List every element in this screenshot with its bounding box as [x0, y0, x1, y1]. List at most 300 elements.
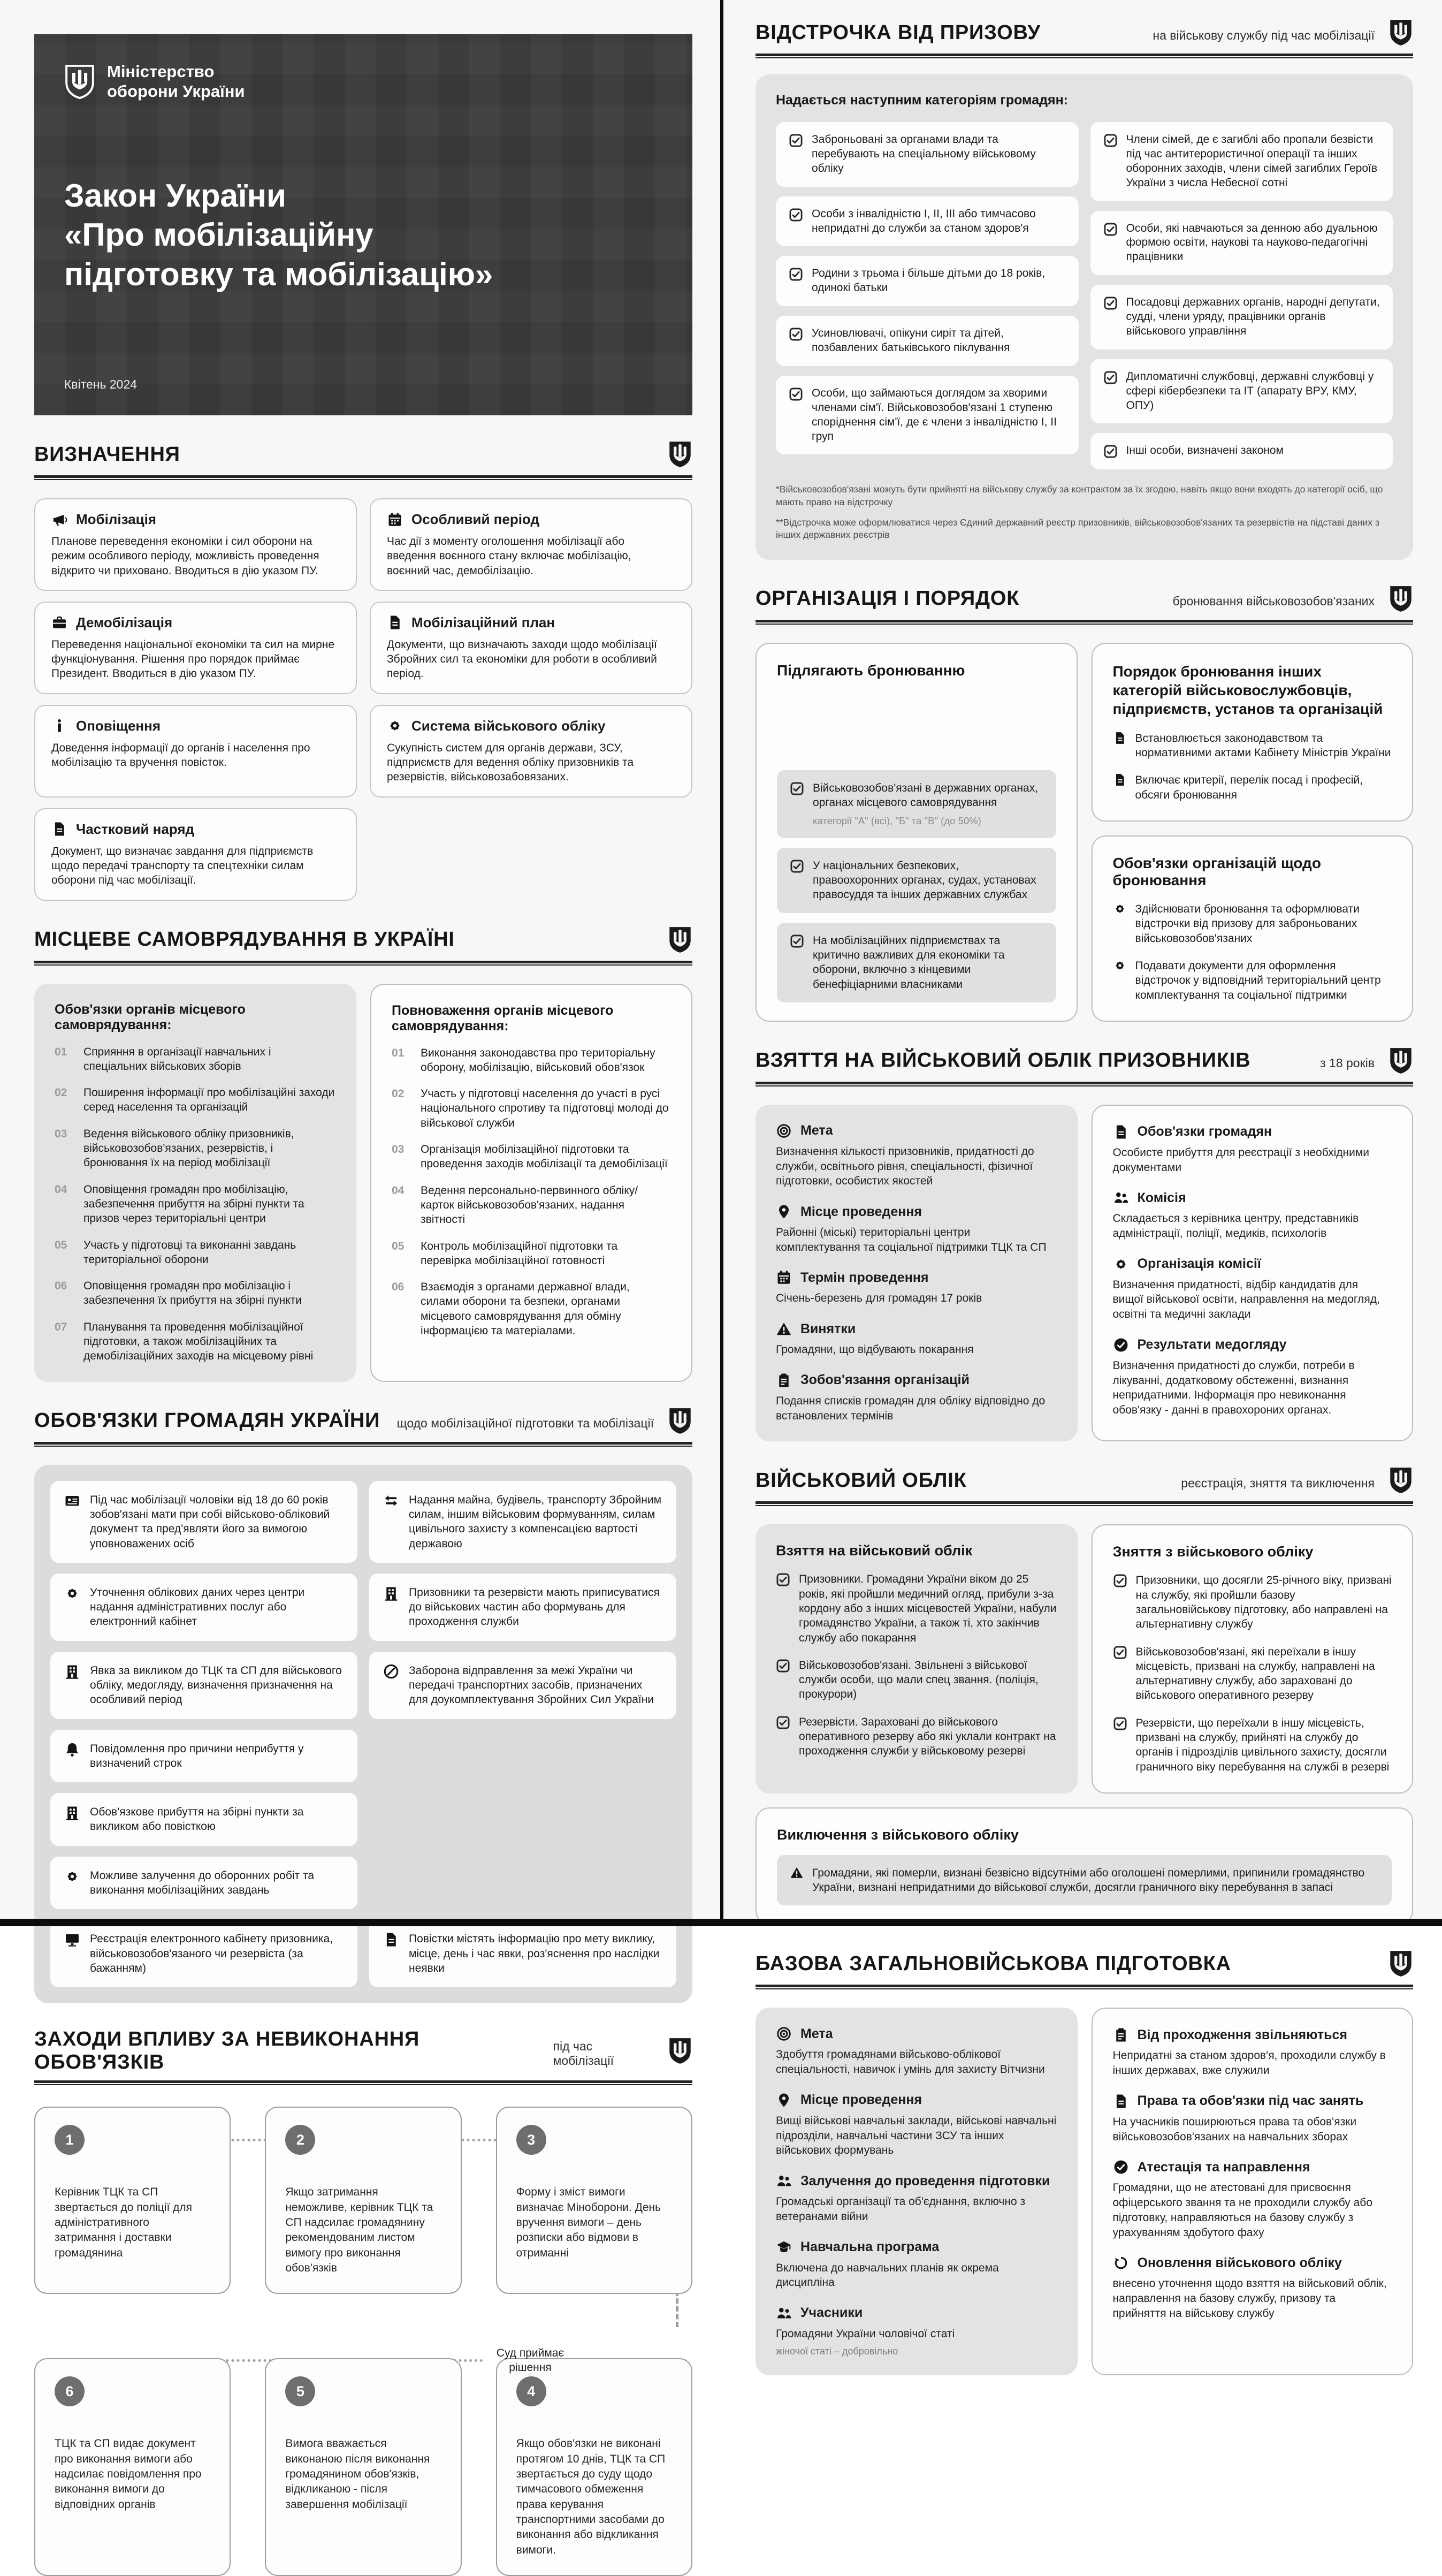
- item-number: 06: [392, 1281, 405, 1294]
- enforcement-flow: [34, 2107, 692, 2576]
- section-header: [756, 1949, 1413, 1978]
- deferment-card: [776, 256, 1079, 306]
- document-icon: [1113, 731, 1127, 745]
- definition-title: Частковий наряд: [76, 820, 195, 837]
- item-number: 04: [392, 1184, 405, 1197]
- feature: [776, 2305, 1057, 2357]
- law-title-line3: підготовку та мобілізацію»: [64, 256, 493, 292]
- checkbox-icon: [789, 387, 803, 401]
- feature-heading: Мета: [800, 2026, 833, 2041]
- feature-heading: Термін проведення: [800, 1270, 929, 1285]
- item-text: Оповіщення громадян про мобілізацію і забезпечення їх прибуття на збірні пункти: [83, 1280, 302, 1307]
- section-rule: [34, 2080, 692, 2085]
- gear-icon: [1113, 902, 1127, 916]
- step-number: 4: [516, 2376, 546, 2406]
- checkbox-icon: [1113, 1645, 1127, 1660]
- section-title: МІСЦЕВЕ САМОВРЯДУВАННЯ В УКРАЇНІ: [34, 928, 455, 951]
- deferment-text: Члени сімей, де є загиблі або пропали безвісти під час антитерористичної операції та інших оборонних заходів, члени сімей загиблих Героїв України з числа Небесної сотні: [1126, 133, 1378, 189]
- panel-heading: Обов'язки органів місцевого самоврядування:: [55, 1001, 246, 1032]
- megaphone-icon: [51, 512, 67, 528]
- item-number: 03: [392, 1143, 405, 1156]
- trident-shield-icon: [64, 64, 95, 100]
- section-title: ЗАХОДИ ВПЛИВУ ЗА НЕВИКОНАННЯ ОБОВ'ЯЗКІВ: [34, 2028, 420, 2074]
- duty-card: [369, 1652, 676, 1719]
- feature: [776, 1270, 1057, 1306]
- refresh-icon: [1113, 2255, 1129, 2271]
- feature-heading: Права та обов'язки під час занять: [1137, 2093, 1364, 2109]
- footnote: **Відстрочка може оформлюватися через Єдиний державний реєстр призовників, військовозобов'язаних та резервістів на підставі даних з інших державних реєстрів: [776, 516, 1379, 541]
- checkbox-icon: [1103, 222, 1118, 237]
- panel-heading: Взяття на військовий облік: [776, 1542, 973, 1559]
- deferment-card: [1090, 433, 1393, 469]
- org-duty-item: [1113, 902, 1392, 946]
- item-number: 05: [392, 1240, 405, 1252]
- section-header: [756, 18, 1413, 47]
- removal-panel: [1092, 1524, 1414, 1794]
- definition-text: Доведення інформації до органів і населення про мобілізацію та вручення повісток.: [51, 741, 310, 769]
- building-icon: [383, 1585, 399, 1601]
- item-text: Участь у підготовці населення до участі в русі національного спротиву та підготовці молоді до військової служби: [421, 1088, 669, 1129]
- step-text: Керівник ТЦК та СП звертається до поліції для адміністративного затримання і доставки громадянина: [55, 2186, 193, 2259]
- checkbox-icon: [776, 1572, 790, 1587]
- deferment-text: Родини з трьома і більше дітьми до 18 років, одинокі батьки: [812, 267, 1046, 294]
- deferment-card: [776, 316, 1079, 366]
- duties-panel: [34, 984, 356, 1382]
- item-text: Ведення персонально-первинного обліку/карток військовозобов'язаних, надання звітності: [421, 1184, 638, 1226]
- reservation-card: [777, 770, 1056, 838]
- conscript-left-panel: [756, 1105, 1078, 1441]
- section-subtitle: під час мобілізації: [553, 2039, 614, 2068]
- removal-text: Призовники, що досягли 25-річного віку, призвані на службу, які пройшли базову загальновійськову підготовку, або направлені на альтернативну службу: [1135, 1574, 1392, 1631]
- panel-heading: Виключення з військового обліку: [777, 1826, 1019, 1843]
- item-number: 05: [55, 1238, 67, 1251]
- step-card-1: [34, 2107, 231, 2294]
- feature-heading: Обов'язки громадян: [1137, 1124, 1272, 1139]
- step-text: ТЦК та СП видає документ про виконання вимоги або надсилає повідомлення про виконання вимоги до відповідних органів: [55, 2437, 202, 2511]
- step-number: 6: [55, 2376, 85, 2406]
- building-icon: [64, 1805, 80, 1821]
- item-text: Взаємодія з органами державної влади, силами оборони та безпеки, органами місцевого самоврядування для обміну інформацією та матеріалами.: [421, 1281, 630, 1338]
- feature-text: Визначення придатності до служби, потреби в лікуванні, додатковому обстеженні, визнання непридатними. Інформація про невиконання обов'язку - данні в правохороних органах.: [1112, 1359, 1355, 1417]
- trident-icon: [1388, 584, 1413, 613]
- exchange-icon: [383, 1493, 399, 1509]
- org-duty-text: Подавати документи для оформлення відстрочок у відповідний територіальний центр комплектування та соціальної підтримки: [1135, 959, 1381, 1001]
- item-number: 01: [55, 1045, 67, 1058]
- duty-text: Повістки містять інформацію про мету виклику, місце, день і час явки, роз'яснення про наслідки неявки: [409, 1933, 660, 1974]
- feature-text: Громадяни, що відбувають покарання: [776, 1343, 974, 1356]
- checkbox-icon: [790, 781, 804, 796]
- list-item: [392, 1280, 671, 1338]
- order-item: [1113, 773, 1392, 802]
- list-item: [392, 1142, 671, 1172]
- step-text: Форму і зміст вимоги визначає Міноборони. День вручення вимоги – день розписки або відмови в отриманні: [516, 2186, 661, 2259]
- panel-heading: Обов'язки організацій щодо бронювання: [1112, 855, 1321, 889]
- panel-heading: Надається наступним категоріям громадян:: [776, 93, 1069, 108]
- duty-card: [50, 1793, 357, 1846]
- intake-panel: [756, 1524, 1078, 1794]
- section-title: БАЗОВА ЗАГАЛЬНОВІЙСЬКОВА ПІДГОТОВКА: [756, 1952, 1231, 1975]
- right-column: [723, 0, 1442, 2357]
- court-decision-label: Суд приймає рішення: [496, 2347, 564, 2374]
- section-header: [756, 1466, 1413, 1495]
- section-title: ВІЙСЬКОВИЙ ОБЛІК: [756, 1469, 967, 1492]
- removal-item: [1113, 1573, 1392, 1631]
- panel-heading: Зняття з військового обліку: [1112, 1544, 1314, 1560]
- section-reservation: [756, 584, 1413, 1022]
- exclusion-panel: [756, 1807, 1413, 1925]
- step-text: Якщо обов'язки не виконані протягом 10 днів, ТЦК та СП звертається до суду щодо тимчасового обмеження права керування транспортними засобами до виконання або відкликання вимоги.: [516, 2437, 666, 2556]
- duty-card: [50, 1652, 357, 1719]
- duties-left-column: [50, 1481, 357, 1988]
- document-icon: [1113, 773, 1127, 787]
- exclusion-card: [777, 1855, 1392, 1906]
- deferment-card: [1090, 285, 1393, 349]
- deferment-text: Особи з інвалідністю I, II, III або тимчасово непридатні до служби за станом здоров'я: [812, 207, 1036, 234]
- feature: [776, 2239, 1057, 2290]
- checkbox-icon: [789, 208, 803, 222]
- document-icon: [1113, 2093, 1129, 2109]
- item-number: 06: [55, 1280, 67, 1293]
- section-subtitle: на військову службу під час мобілізації: [1153, 28, 1375, 42]
- checkbox-icon: [776, 1659, 790, 1673]
- gear-icon: [1113, 959, 1127, 972]
- training-left-panel: [756, 2008, 1078, 2375]
- feature-heading: Результати медогляду: [1137, 1337, 1287, 1352]
- checkbox-icon: [789, 327, 803, 341]
- feature-heading: Організація комісії: [1137, 1256, 1261, 1272]
- feature: [1113, 2093, 1392, 2144]
- org-duty-text: Здійснювати бронювання та оформлювати відстрочки від призову для заброньованих військовозобов'язаних: [1135, 903, 1360, 945]
- warning-icon: [776, 1321, 792, 1337]
- duty-card: [369, 1920, 676, 1987]
- list-item: [392, 1086, 671, 1130]
- reservation-note: категорії "А" (всі), "Б" та "В" (до 50%): [813, 815, 981, 826]
- duty-text: Заборона відправлення за межі України чи передачі транспортних засобів, призначених для доукомплектування Збройних Сил України: [409, 1664, 654, 1706]
- training-right-panel: [1092, 2008, 1414, 2375]
- feature: [1113, 1337, 1392, 1418]
- list-item: [55, 1320, 336, 1364]
- section-header: [34, 1407, 692, 1435]
- feature-text: Особисте прибуття для реєстрації з необхідними документами: [1112, 1146, 1369, 1174]
- item-text: Участь у підготовці та виконанні завдань територіальної оборони: [83, 1238, 296, 1266]
- section-definitions: [34, 440, 692, 901]
- graduation-cap-icon: [776, 2239, 792, 2255]
- section-local-government: [34, 925, 692, 1382]
- definition-card: [34, 602, 357, 694]
- item-number: 04: [55, 1183, 67, 1196]
- document-icon: [383, 1932, 399, 1948]
- definition-text: Час дії з моменту оголошення мобілізації або введення воєнного стану включає мобілізацію, воєнний час, демобілізацію.: [387, 535, 631, 577]
- duty-text: Реєстрація електронного кабінету призовника, військовозобов'язаного чи резервіста (за бажанням): [90, 1933, 333, 1974]
- reservation-text: У національних безпекових, правоохоронних органах, судах, установах правосуддя та інших державних службах: [813, 859, 1036, 901]
- section-basic-training: [756, 1949, 1413, 2375]
- deferment-text: Дипломатичні службовці, державні службовці у сфері кібербезпеки та ІТ (апарату ВРУ, КМУ, ОПУ): [1126, 370, 1374, 412]
- checkbox-icon: [790, 934, 804, 948]
- deferment-right-column: [1090, 122, 1393, 469]
- feature-text: Визначення придатності, відбір кандидатів для вищої військової освіти, направлення на медогляд, освітні та медичні заклади: [1112, 1278, 1380, 1321]
- definition-text: Переведення національної економіки та сил на мирне функціонування. Рішення про порядок приймає Президент. Вводиться в дію указом ПУ.: [51, 638, 335, 680]
- ministry-name-line1: Міністерство: [107, 62, 215, 81]
- document-icon: [51, 821, 67, 837]
- reservation-text-main: Військовозобов'язані в державних органах, органах місцевого самоврядування: [813, 782, 1039, 809]
- deferment-text: Усиновлювачі, опікуни сиріт та дітей, позбавлених батьківського піклування: [812, 327, 1010, 354]
- intake-item: [776, 1715, 1057, 1759]
- section-deferment: [756, 18, 1413, 560]
- checkbox-icon: [1113, 1574, 1127, 1588]
- step-text: Якщо затримання неможливе, керівник ТЦК та СП надсилає громадянину рекомендованим листом вимогу про виконання обов'язків: [285, 2186, 433, 2274]
- deferment-card: [1090, 122, 1393, 201]
- reservation-text: На мобілізаційних підприємствах та критично важливих для економіки та оборони, включно з кінцевими бенефіціарними власниками: [813, 934, 1005, 991]
- feature-text: На учасників поширюються права та обов'язки військовозобов'язаних на навчальних зборах: [1112, 2115, 1357, 2143]
- definition-title: Мобілізаційний план: [411, 614, 555, 630]
- feature: [776, 1204, 1057, 1255]
- list-item: [392, 1046, 671, 1075]
- feature: [1113, 2159, 1392, 2240]
- deferment-text: Інші особи, визначені законом: [1126, 444, 1284, 457]
- deferment-text: Особи, які навчаються за денною або дуальною формою освіти, наукові та науково-педагогічні працівники: [1126, 222, 1378, 263]
- section-rule: [756, 1082, 1413, 1086]
- section-rule: [756, 1985, 1413, 1989]
- duty-text: Надання майна, будівель, транспорту Збройним силам, іншим військовим формуванням, силам цивільного захисту з компенсацією вартості державою: [409, 1493, 662, 1550]
- column-divider: [720, 0, 723, 1926]
- list-item: [55, 1182, 336, 1226]
- ministry-logo: [64, 62, 662, 101]
- law-title-line1: Закон України: [64, 178, 286, 214]
- feature: [1113, 1124, 1392, 1175]
- item-text: Планування та проведення мобілізаційної підготовки, а також мобілізаційних та демобілізаційних заходів на місцевому рівні: [83, 1320, 314, 1363]
- feature-text: Громадяни України чоловічої статі: [776, 2327, 955, 2340]
- section-title: ОРГАНІЗАЦІЯ І ПОРЯДОК: [756, 587, 1020, 610]
- duty-card: [369, 1481, 676, 1563]
- checkbox-icon: [1103, 296, 1118, 310]
- item-text: Ведення військового обліку призовників, військовозобов'язаних, резервістів, і бронювання їх на період мобілізації: [83, 1127, 294, 1169]
- section-rule: [34, 475, 692, 480]
- id-card-icon: [64, 1493, 80, 1509]
- gear-icon: [64, 1585, 80, 1601]
- duty-text: Обов'язкове прибуття на збірні пункти за викликом або повісткою: [90, 1806, 304, 1833]
- deferment-card: [776, 122, 1079, 187]
- reservation-order-panel: [1092, 643, 1414, 822]
- people-icon: [1113, 1190, 1129, 1206]
- definitions-grid: [34, 498, 692, 901]
- checkbox-icon: [790, 859, 804, 873]
- feature-text: Визначення кількості призовників, придатності до служби, освітнього рівня, спеціальності, фізичної підготовки, особистих якостей: [776, 1145, 1034, 1188]
- deferment-card: [776, 376, 1079, 455]
- feature-text: Здобуття громадянами військово-облікової спеціальності, навичок і умінь для захисту Вітчизни: [776, 2048, 1045, 2076]
- list-item: [55, 1238, 336, 1267]
- people-icon: [776, 2173, 792, 2189]
- bell-icon: [64, 1742, 80, 1758]
- building-icon: [64, 1663, 80, 1680]
- law-title-line2: «Про мобілізаційну: [64, 217, 373, 253]
- section-header: [34, 2028, 692, 2074]
- duty-card: [50, 1574, 357, 1641]
- section-title: ВІДСТРОЧКА ВІД ПРИЗОВУ: [756, 21, 1041, 44]
- reservation-card: [777, 923, 1056, 1002]
- warning-icon: [790, 1866, 804, 1880]
- info-icon: [51, 718, 67, 734]
- ministry-name-line2: оборони України: [107, 81, 245, 101]
- section-conscript-registration: [756, 1046, 1413, 1441]
- definition-card: [34, 705, 357, 797]
- feature-text: Подання списків громадян для обліку відповідно до встановлених термінів: [776, 1394, 1046, 1422]
- step-card-3: [496, 2107, 692, 2294]
- item-number: 01: [392, 1046, 405, 1059]
- intake-text: Призовники. Громадяни України віком до 25 років, які пройшли медичний огляд, прибули з-за кордону або з інших місцевостей України, набули громадянство України, а також ті, хто закінчив службу або покарання: [799, 1573, 1057, 1644]
- removal-item: [1113, 1716, 1392, 1774]
- duty-text: Явка за викликом до ТЦК та СП для військового обліку, медогляду, визначення призначення на особливий період: [90, 1664, 342, 1706]
- deferment-text: Особи, що займаються доглядом за хворими членами сім'ї. Військовозобов'язані 1 ступеню споріднення сім'ї, де є члени з інвалідністю I, II груп: [812, 386, 1057, 443]
- section-subtitle: з 18 років: [1320, 1056, 1375, 1070]
- section-title: ОБОВ'ЯЗКИ ГРОМАДЯН УКРАЇНИ: [34, 1409, 380, 1432]
- definition-card: [370, 602, 692, 694]
- definition-text: Документи, що визначають заходи щодо мобілізації Збройних сил та економіки для роботи в особливий період.: [387, 638, 657, 680]
- definition-title: Система військового обліку: [411, 717, 606, 734]
- intake-item: [776, 1572, 1057, 1645]
- panel-heading: Повноваження органів місцевого самоврядування:: [392, 1002, 614, 1034]
- section-subtitle: реєстрація, зняття та виключення: [1181, 1476, 1375, 1490]
- section-rule: [756, 54, 1413, 58]
- left-column: [0, 0, 720, 2556]
- feature-text: Складається з керівника центру, представників адміністрації, поліції, медиків, психологів: [1112, 1212, 1359, 1240]
- duty-text: Можливе залучення до оборонних робіт та виконання мобілізаційних завдань: [90, 1869, 315, 1897]
- intake-item: [776, 1658, 1057, 1702]
- feature-heading: Місце проведення: [800, 2092, 922, 2108]
- item-number: 02: [392, 1088, 405, 1100]
- feature-heading: Від проходження звільняються: [1137, 2027, 1347, 2042]
- checkbox-icon: [789, 267, 803, 282]
- trident-icon: [1388, 1046, 1413, 1075]
- clipboard-icon: [776, 1372, 792, 1388]
- definition-card: [370, 498, 692, 591]
- feature-heading: Атестація та направлення: [1137, 2159, 1310, 2175]
- publication-date: Квітень 2024: [64, 377, 138, 391]
- panel-heading: Порядок бронювання інших категорій військовослужбовців, підприємств, установ та організацій: [1112, 663, 1383, 717]
- step-card-5: [265, 2358, 461, 2576]
- panel-heading: Підлягають бронюванню: [777, 662, 965, 679]
- list-item: [55, 1279, 336, 1308]
- deferment-footnotes: [776, 483, 1393, 542]
- step-number: 5: [285, 2376, 315, 2406]
- section-header: [34, 925, 692, 954]
- duty-text: Призовники та резервісти мають приписуватися до військових частин або формувань для проходження служби: [409, 1586, 660, 1628]
- step-text: Вимога вважається виконаною після виконання громадянином обов'язків, відкликаною - після завершення мобілізації: [285, 2437, 430, 2511]
- ban-icon: [383, 1663, 399, 1680]
- item-number: 07: [55, 1320, 67, 1333]
- step-card-4: [496, 2358, 692, 2576]
- feature-text: Непридатні за станом здоров'я, проходили службу в інших державах, вже служили: [1112, 2049, 1386, 2077]
- feature-heading: Зобов'язання організацій: [800, 1372, 970, 1388]
- checkbox-icon: [1103, 370, 1118, 385]
- feature: [776, 2173, 1057, 2224]
- clipboard-icon: [1113, 2027, 1129, 2043]
- section-military-registration: [756, 1466, 1413, 1925]
- powers-panel: [370, 984, 692, 1382]
- feature-heading: Мета: [800, 1123, 833, 1138]
- exclusion-text: Громадяни, які померли, визнані безвісно відсутніми або оголошені померлими, припинили громадянство України, визнані непридатними до військової служби, досягли граничного віку перебування в запасі: [812, 1866, 1365, 1894]
- deferment-text: Посадовці державних органів, народні депутати, судді, члени уряду, працівники органів військового управління: [1126, 296, 1380, 337]
- feature-text: Громадяни, що не атестовані для присвоєння офіцерського звання та не проходили службу або підготовку, направляються на базову службу з урахуванням здобутого фаху: [1112, 2182, 1373, 2239]
- target-icon: [776, 2026, 792, 2042]
- list-item: [55, 1127, 336, 1171]
- document-icon: [387, 614, 403, 630]
- section-header: [34, 440, 692, 469]
- section-enforcement: [34, 2028, 692, 2576]
- feature: [1113, 1256, 1392, 1322]
- feature: [776, 2092, 1057, 2158]
- feature: [1113, 1190, 1392, 1241]
- duty-text: Повідомлення про причини неприбуття у визначений строк: [90, 1742, 304, 1769]
- feature-heading: Комісія: [1137, 1190, 1186, 1205]
- check-badge-icon: [1113, 1337, 1129, 1353]
- duty-card: [369, 1574, 676, 1641]
- definition-title: Особливий період: [411, 511, 539, 527]
- item-text: Організація мобілізаційної підготовки та проведення заходів мобілізації та демобілізації: [421, 1143, 668, 1171]
- feature-text: Вищі військові навчальні заклади, військові навчальні підрозділи, навчальні частини ЗСУ та інших військових формувань: [776, 2114, 1057, 2157]
- checkbox-icon: [789, 133, 803, 148]
- briefcase-icon: [51, 614, 67, 630]
- item-number: 03: [55, 1127, 67, 1140]
- duty-card: [50, 1730, 357, 1783]
- reservation-card: [777, 848, 1056, 913]
- monitor-icon: [64, 1932, 80, 1948]
- feature: [776, 1321, 1057, 1357]
- intake-text: Військовозобов'язані. Звільнені з військової служби особи, що мали спец звання. (поліція, прокурори): [799, 1659, 1039, 1701]
- definition-card: [34, 808, 357, 901]
- footnote: *Військовозобов'язані можуть бути прийняті на військову службу за контрактом за їх згодою, навіть якщо вони входять до категорії осіб, що мають право на відстрочку: [776, 484, 1383, 507]
- definition-card: [370, 705, 692, 797]
- deferment-text: Заброньовані за органами влади та перебувають на спеціальному військовому обліку: [812, 133, 1036, 174]
- feature-text: Районні (міські) територіальні центри комплектування та соціальної підтримки ТЦК та СП: [776, 1226, 1047, 1253]
- gear-icon: [64, 1868, 80, 1884]
- section-rule: [756, 1501, 1413, 1506]
- feature: [776, 2026, 1057, 2077]
- duty-card: [50, 1920, 357, 1987]
- trident-icon: [1388, 18, 1413, 47]
- feature-heading: Місце проведення: [800, 1204, 922, 1219]
- people-icon: [776, 2305, 792, 2321]
- conscript-right-panel: [1092, 1105, 1414, 1441]
- checkbox-icon: [1103, 444, 1118, 459]
- organization-duties-panel: [1092, 835, 1414, 1022]
- feature: [776, 1123, 1057, 1189]
- reservation-text: [813, 781, 1043, 827]
- trident-icon: [1388, 1949, 1413, 1978]
- trident-icon: [668, 1407, 692, 1435]
- deferment-left-column: [776, 122, 1079, 469]
- feature-text: Січень-березень для громадян 17 років: [776, 1292, 982, 1305]
- item-number: 02: [55, 1086, 67, 1099]
- org-duty-item: [1113, 959, 1392, 1002]
- calendar-icon: [776, 1270, 792, 1286]
- definition-text: Сукупність систем для органів держави, ЗСУ, підприємств для ведення обліку призовників та резервістів, військовозабовязаних.: [387, 741, 634, 784]
- item-text: Оповіщення громадян про мобілізацію, забезпечення прибуття на збірні пункти та призов через територіальні центри: [83, 1183, 304, 1225]
- section-rule: [34, 1442, 692, 1447]
- section-header: [756, 584, 1413, 613]
- definition-title: Оповіщення: [76, 717, 161, 734]
- checkbox-icon: [1103, 133, 1118, 148]
- removal-item: [1113, 1645, 1392, 1703]
- deferment-panel: [756, 74, 1413, 560]
- feature-text: внесено уточнення щодо взяття на військовий облік, направлення на базову службу, призову та прийняття на військову службу: [1112, 2277, 1387, 2320]
- feature-heading: Навчальна програма: [800, 2239, 940, 2254]
- section-rule: [34, 961, 692, 966]
- section-title: ВЗЯТТЯ НА ВІЙСЬКОВИЙ ОБЛІК ПРИЗОВНИКІВ: [756, 1049, 1251, 1072]
- intake-text: Резервісти. Зараховані до військового оперативного резерву або які уклали контракт на проходження служби у військовому резерві: [799, 1715, 1056, 1758]
- document-icon: [1113, 1124, 1129, 1140]
- checkbox-icon: [776, 1715, 790, 1730]
- feature-heading: Учасники: [800, 2305, 863, 2321]
